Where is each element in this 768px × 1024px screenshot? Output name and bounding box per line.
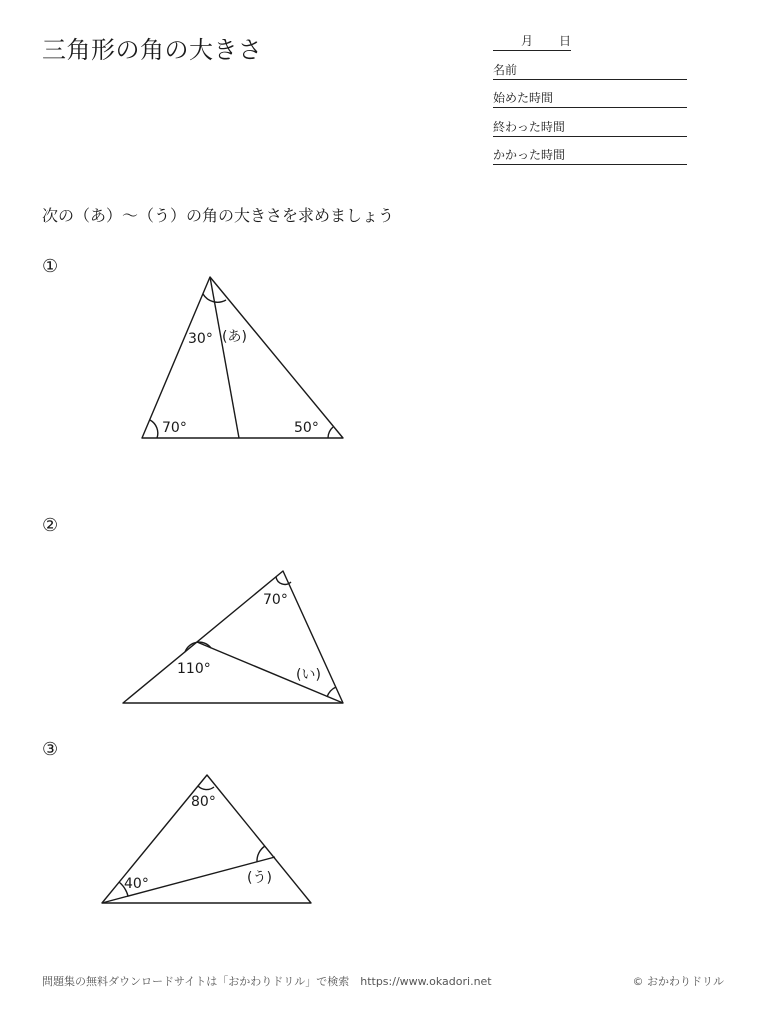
page-title: 三角形の角の大きさ [42,36,263,64]
instruction-text: 次の（あ）～（う）の角の大きさを求めましょう [42,206,395,225]
triangle-1 [142,277,343,438]
problem-2-number: ② [42,515,59,536]
triangle-2-top-arc [276,577,291,584]
triangle-3-top-arc [198,786,214,790]
day-label: 日 [559,34,572,48]
triangle-1-left-arc [150,420,158,438]
triangle-3-unknown-label: (う) [247,870,272,886]
copyright-text: © おかわりドリル [632,975,724,988]
triangle-1-apex-angle-label: 30° [188,331,213,347]
elapsed-time-label: かかった時間 [493,148,566,162]
triangle-3-left-angle-label: 40° [124,876,149,892]
triangle-1-right-arc [328,427,333,438]
triangle-2-cevian [197,642,343,703]
triangle-1-left-angle-label: 70° [162,420,187,436]
triangle-2-mid-angle-label: 110° [177,661,211,677]
problem-1-number: ① [42,256,59,277]
problem-3-number: ③ [42,739,59,760]
triangle-2-right-arc [327,687,336,697]
footer-text: 問題集の無料ダウンロードサイトは「おかわりドリル」で検索 https://www.okadori.net [42,975,492,988]
month-label: 月 [521,34,534,48]
end-time-label: 終わった時間 [493,120,565,134]
triangle-2-top-angle-label: 70° [263,592,288,608]
triangle-2 [123,571,343,703]
start-time-label: 始めた時間 [493,91,554,105]
triangle-1-right-angle-label: 50° [294,420,319,436]
triangle-1-unknown-label: (あ) [222,329,247,345]
triangle-2-unknown-label: (い) [296,667,321,683]
triangle-2-mid-arc [185,642,211,652]
name-label: 名前 [493,63,518,77]
triangle-3-top-angle-label: 80° [191,794,216,810]
